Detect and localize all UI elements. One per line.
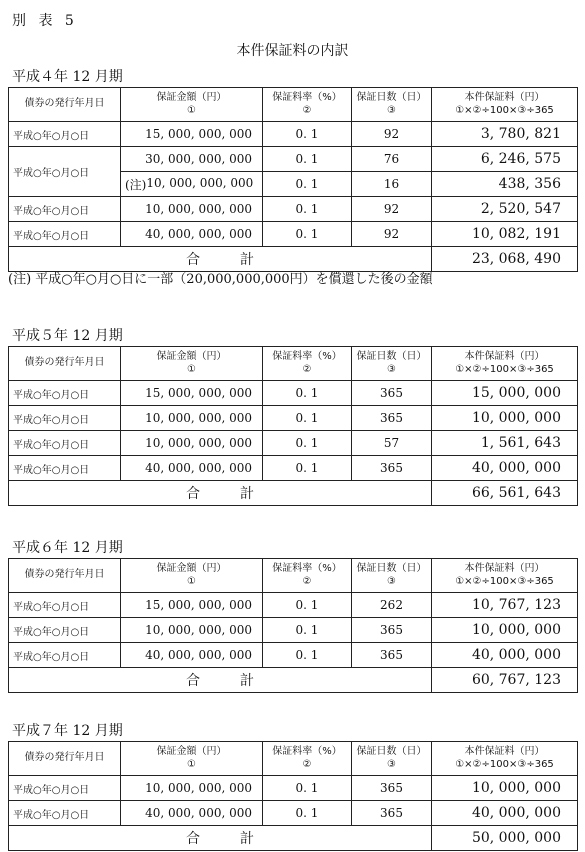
period-heading-h6: 平成６年 12 月期 (12, 540, 123, 556)
total-row (9, 826, 578, 851)
header-amount: 保証金額（円） ① (121, 742, 263, 776)
issue-date: 平成○年○月○日 (9, 618, 121, 643)
table-row (9, 122, 578, 147)
header-amount: 保証金額（円） ① (121, 559, 263, 593)
guarantee-amount: 10, 000, 000, 000 (121, 776, 263, 801)
header-rate: 保証料率（%） ② (263, 559, 352, 593)
total-fee: 23, 068, 490 (432, 247, 578, 272)
guarantee-days: 16 (352, 172, 432, 197)
guarantee-days: 76 (352, 147, 432, 172)
guarantee-rate: 0. 1 (263, 593, 352, 618)
guarantee-fee-table-h6 (8, 558, 578, 693)
table-row (9, 381, 578, 406)
guarantee-amount: 15, 000, 000, 000 (121, 381, 263, 406)
guarantee-rate: 0. 1 (263, 801, 352, 826)
table-row (9, 456, 578, 481)
guarantee-amount: 10, 000, 000, 000 (121, 431, 263, 456)
header-days: 保証日数（日） ③ (352, 742, 432, 776)
header-date: 債券の発行年月日 (9, 88, 121, 122)
total-fee: 50, 000, 000 (432, 826, 578, 851)
guarantee-fee: 40, 000, 000 (432, 456, 578, 481)
header-row (9, 742, 578, 776)
guarantee-amount: 10, 000, 000, 000 (121, 618, 263, 643)
total-row (9, 481, 578, 506)
guarantee-amount: 40, 000, 000, 000 (121, 643, 263, 668)
guarantee-rate: 0. 1 (263, 431, 352, 456)
guarantee-days: 92 (352, 122, 432, 147)
guarantee-days: 365 (352, 456, 432, 481)
period-heading-h7: 平成７年 12 月期 (12, 723, 123, 739)
footnote: (注) 平成○年○月○日に一部（20,000,000,000円）を償還した後の金額 (8, 272, 433, 287)
table-row (9, 147, 578, 172)
table-row (9, 406, 578, 431)
table-row (9, 593, 578, 618)
guarantee-days: 92 (352, 197, 432, 222)
guarantee-rate: 0. 1 (263, 618, 352, 643)
header-rate: 保証料率（%） ② (263, 742, 352, 776)
issue-date: 平成○年○月○日 (9, 222, 121, 247)
header-date: 債券の発行年月日 (9, 559, 121, 593)
header-days: 保証日数（日） ③ (352, 88, 432, 122)
appendix-label: 別 表 5 (12, 13, 78, 29)
guarantee-fee: 15, 000, 000 (432, 381, 578, 406)
header-fee: 本件保証料（円） ①×②÷100×③÷365 (432, 559, 578, 593)
issue-date: 平成○年○月○日 (9, 147, 121, 197)
issue-date: 平成○年○月○日 (9, 456, 121, 481)
guarantee-fee-table-h4 (8, 87, 578, 272)
header-fee: 本件保証料（円） ①×②÷100×③÷365 (432, 742, 578, 776)
guarantee-fee: 10, 082, 191 (432, 222, 578, 247)
total-fee: 66, 561, 643 (432, 481, 578, 506)
guarantee-amount: 40, 000, 000, 000 (121, 456, 263, 481)
guarantee-days: 92 (352, 222, 432, 247)
guarantee-rate: 0. 1 (263, 776, 352, 801)
guarantee-fee: 2, 520, 547 (432, 197, 578, 222)
table-row (9, 431, 578, 456)
guarantee-amount: 10, 000, 000, 000 (121, 197, 263, 222)
issue-date: 平成○年○月○日 (9, 593, 121, 618)
issue-date: 平成○年○月○日 (9, 776, 121, 801)
table-row (9, 643, 578, 668)
guarantee-rate: 0. 1 (263, 122, 352, 147)
header-fee: 本件保証料（円） ①×②÷100×③÷365 (432, 88, 578, 122)
issue-date: 平成○年○月○日 (9, 643, 121, 668)
guarantee-amount: 15, 000, 000, 000 (121, 122, 263, 147)
guarantee-rate: 0. 1 (263, 456, 352, 481)
guarantee-amount: 15, 000, 000, 000 (121, 593, 263, 618)
header-row (9, 347, 578, 381)
guarantee-fee-table-h5 (8, 346, 578, 506)
guarantee-rate: 0. 1 (263, 222, 352, 247)
guarantee-rate: 0. 1 (263, 197, 352, 222)
header-rate: 保証料率（%） ② (263, 347, 352, 381)
issue-date: 平成○年○月○日 (9, 431, 121, 456)
guarantee-days: 365 (352, 776, 432, 801)
guarantee-days: 365 (352, 381, 432, 406)
period-heading-h5: 平成５年 12 月期 (12, 328, 123, 344)
guarantee-amount: 10, 000, 000, 000 (121, 406, 263, 431)
table-row (9, 222, 578, 247)
guarantee-days: 365 (352, 406, 432, 431)
guarantee-days: 365 (352, 643, 432, 668)
total-label: 合 計 (9, 247, 432, 272)
guarantee-days: 365 (352, 801, 432, 826)
header-date: 債券の発行年月日 (9, 742, 121, 776)
guarantee-amount: 40, 000, 000, 000 (121, 222, 263, 247)
guarantee-amount-noted: (注) 10, 000, 000, 000 (121, 172, 263, 197)
guarantee-days: 262 (352, 593, 432, 618)
guarantee-rate: 0. 1 (263, 406, 352, 431)
guarantee-days: 57 (352, 431, 432, 456)
guarantee-fee: 40, 000, 000 (432, 643, 578, 668)
issue-date: 平成○年○月○日 (9, 122, 121, 147)
guarantee-rate: 0. 1 (263, 172, 352, 197)
header-row (9, 88, 578, 122)
table-row (9, 801, 578, 826)
guarantee-amount: 30, 000, 000, 000 (121, 147, 263, 172)
header-fee: 本件保証料（円） ①×②÷100×③÷365 (432, 347, 578, 381)
header-amount: 保証金額（円） ① (121, 347, 263, 381)
header-rate: 保証料率（%） ② (263, 88, 352, 122)
header-days: 保証日数（日） ③ (352, 347, 432, 381)
guarantee-rate: 0. 1 (263, 381, 352, 406)
issue-date: 平成○年○月○日 (9, 381, 121, 406)
header-amount: 保証金額（円） ① (121, 88, 263, 122)
issue-date: 平成○年○月○日 (9, 801, 121, 826)
guarantee-fee: 10, 000, 000 (432, 406, 578, 431)
period-heading-h4: 平成４年 12 月期 (12, 69, 123, 85)
total-label: 合 計 (9, 481, 432, 506)
guarantee-amount: 40, 000, 000, 000 (121, 801, 263, 826)
table-row (9, 197, 578, 222)
header-days: 保証日数（日） ③ (352, 559, 432, 593)
guarantee-fee: 10, 000, 000 (432, 776, 578, 801)
issue-date: 平成○年○月○日 (9, 406, 121, 431)
guarantee-rate: 0. 1 (263, 147, 352, 172)
issue-date: 平成○年○月○日 (9, 197, 121, 222)
header-row (9, 559, 578, 593)
total-label: 合 計 (9, 826, 432, 851)
note-mark: (注) (125, 177, 147, 192)
table-row (9, 776, 578, 801)
guarantee-fee: 1, 561, 643 (432, 431, 578, 456)
guarantee-rate: 0. 1 (263, 643, 352, 668)
table-row (9, 618, 578, 643)
guarantee-fee: 10, 000, 000 (432, 618, 578, 643)
guarantee-fee-table-h7 (8, 741, 578, 851)
header-date: 債券の発行年月日 (9, 347, 121, 381)
guarantee-fee: 438, 356 (432, 172, 578, 197)
guarantee-fee: 10, 767, 123 (432, 593, 578, 618)
page-title: 本件保証料の内訳 (236, 43, 349, 59)
total-fee: 60, 767, 123 (432, 668, 578, 693)
total-row (9, 668, 578, 693)
total-label: 合 計 (9, 668, 432, 693)
guarantee-fee: 3, 780, 821 (432, 122, 578, 147)
guarantee-days: 365 (352, 618, 432, 643)
guarantee-fee: 40, 000, 000 (432, 801, 578, 826)
guarantee-fee: 6, 246, 575 (432, 147, 578, 172)
